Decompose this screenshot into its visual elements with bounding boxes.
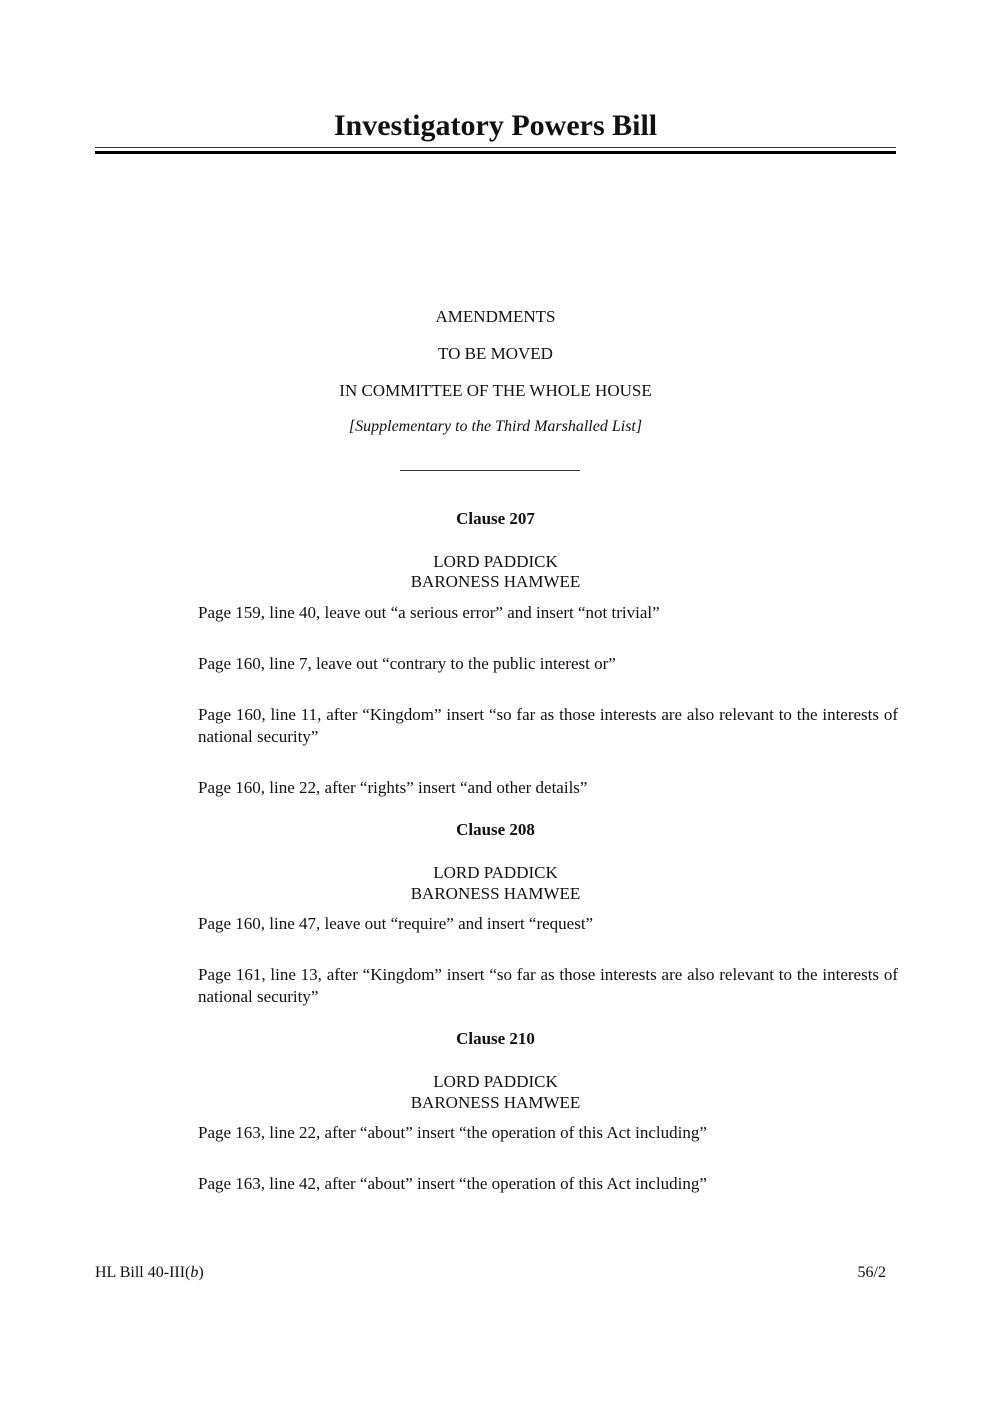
intro-amendments: AMENDMENTS xyxy=(435,307,556,326)
mover: BARONESS HAMWEE xyxy=(410,1093,581,1112)
mover: BARONESS HAMWEE xyxy=(410,572,581,591)
mover: LORD PADDICK xyxy=(433,552,558,571)
amendment: Page 163, line 22, after “about” insert “the operation of this Act including” xyxy=(198,1123,707,1142)
intro-to-be-moved: TO BE MOVED xyxy=(438,344,553,363)
intro-subtitle: [Supplementary to the Third Marshalled List] xyxy=(348,418,643,435)
mover: BARONESS HAMWEE xyxy=(410,884,581,903)
amendment: Page 160, line 7, leave out “contrary to the public interest or” xyxy=(198,654,616,673)
amendment: Page 159, line 40, leave out “a serious error” and insert “not trivial” xyxy=(198,603,660,622)
title-rule-thick xyxy=(95,151,896,154)
title-rule-thin xyxy=(95,147,896,148)
separator-rule xyxy=(400,470,580,471)
bill-reference xyxy=(95,1262,204,1284)
bill-reference-suffix: ) xyxy=(198,1264,204,1281)
bill-reference-italic: b xyxy=(190,1264,199,1281)
amendment: Page 160, line 47, leave out “require” and insert “request” xyxy=(198,914,594,933)
amendment: Page 160, line 22, after “rights” insert “and other details” xyxy=(198,778,588,797)
mover: LORD PADDICK xyxy=(433,863,558,882)
clause-heading: Clause 207 xyxy=(456,509,535,528)
document-title: Investigatory Powers Bill xyxy=(333,109,658,142)
intro-committee: IN COMMITTEE OF THE WHOLE HOUSE xyxy=(339,381,652,400)
mover: LORD PADDICK xyxy=(433,1072,558,1091)
page-number: 56/2 xyxy=(857,1264,886,1281)
bill-reference-prefix: HL Bill 40-III( xyxy=(95,1264,191,1281)
amendment: Page 161, line 13, after “Kingdom” insert “so far as those interests are also relevant to the interests of national security” xyxy=(198,965,898,1006)
clause-heading: Clause 208 xyxy=(456,820,535,839)
amendment: Page 160, line 11, after “Kingdom” insert “so far as those interests are also relevant to the interests of national security” xyxy=(198,705,898,746)
clause-heading: Clause 210 xyxy=(456,1029,535,1048)
amendment: Page 163, line 42, after “about” insert “the operation of this Act including” xyxy=(198,1174,707,1193)
